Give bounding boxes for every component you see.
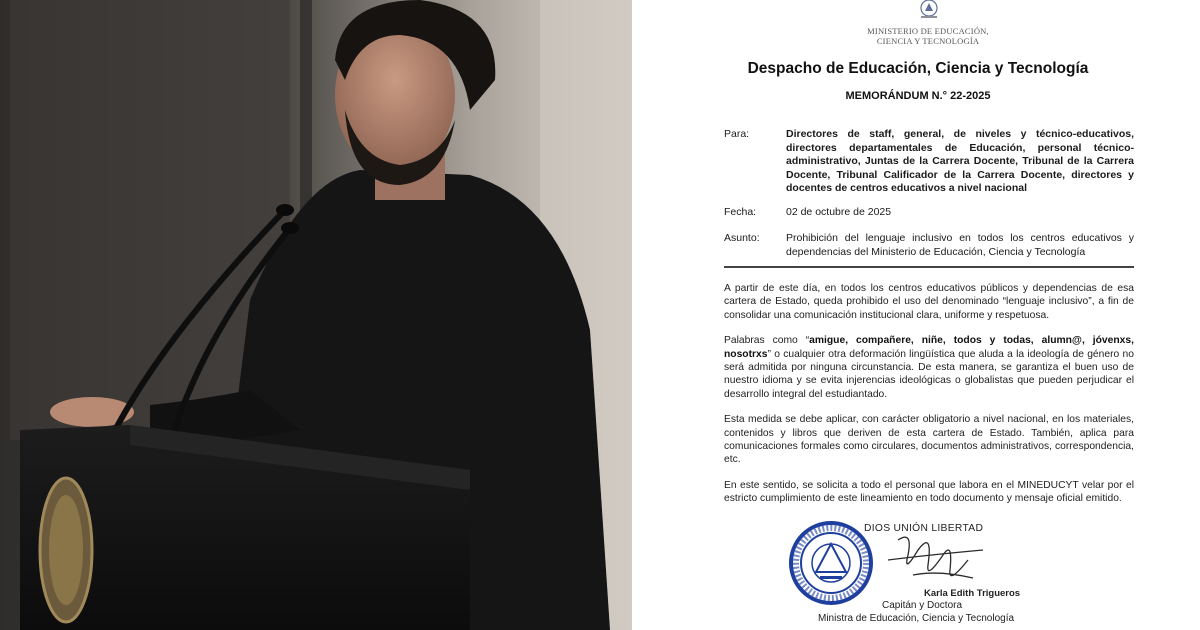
memo-number: MEMORÁNDUM N.° 22-2025	[845, 90, 991, 102]
paragraph-2	[724, 334, 1134, 401]
paragraph-2-post: ” o cualquier otra deformación lingüística que aluda a la ideología de género no será admitida por ninguna circunstancia. De esta manera, se garantiza el buen uso de nuestro idioma y se evita injerencias ideológicas o globalistas que pueden perjudicar el desarrollo integral del estudiantado.	[724, 348, 1134, 400]
ministry-line-1: MINISTERIO DE EDUCACIÓN,	[867, 26, 989, 36]
national-crest-icon	[913, 0, 945, 20]
date-field	[724, 206, 1134, 222]
paragraph-4: En este sentido, se solicita a todo el personal que labora en el MINEDUCYT velar por el estricto cumplimiento de este lineamiento en todo documento y mensaje oficial emitido.	[724, 479, 1134, 505]
memorandum-document	[638, 0, 1200, 630]
motto: DIOS UNIÓN LIBERTAD	[864, 523, 984, 534]
official-seal-icon	[788, 520, 874, 606]
signer-role: Ministra de Educación, Ciencia y Tecnología	[818, 613, 1015, 624]
paragraph-2-words: amigue, compañere, niñe, todos y todas, alumn@, jóvenxs, nosotrxs	[724, 335, 1134, 360]
memo-body	[724, 282, 1134, 518]
office-title: Despacho de Educación, Ciencia y Tecnología	[747, 60, 1089, 77]
paragraph-3: Esta medida se debe aplicar, con carácter obligatorio a nivel nacional, en los materiales, contenidos y libros que deriven de esta cartera de Estado. También, aplica para comunicaciones formales como circulares, documentos administrativos, correspondencia, etc.	[724, 414, 1134, 466]
signer-title: Capitán y Doctora	[882, 600, 963, 611]
subject-label: Asunto:	[724, 232, 760, 244]
paragraph-1: A partir de este día, en todos los centros educativos públicos y dependencias de esa cartera de Estado, queda prohibido el uso del denominado “lenguaje inclusivo”, a fin de consolidar una comunicación institucional clara, uniforme y respetuosa.	[724, 283, 1134, 321]
to-value: Directores de staff, general, de niveles y técnico-educativos, directores departamentales de Educación, personal técnico-administrativo, Juntas de la Carrera Docente, Tribunal de la Carrera Docente, Tribunal Calificador de la Carrera Docente, directores y docentes de centros educativos a nivel nacional	[786, 128, 1134, 194]
ministry-line-2: CIENCIA Y TECNOLOGÍA	[876, 36, 980, 46]
ministry-name	[838, 26, 1018, 46]
signer-name: Karla Edith Trigueros	[924, 588, 1021, 599]
date-value: 02 de octubre de 2025	[786, 206, 892, 218]
to-field	[724, 128, 1134, 198]
subject-value: Prohibición del lenguaje inclusivo en todos los centros educativos y dependencias del Ministerio de Educación, Ciencia y Tecnología	[786, 232, 1134, 258]
paragraph-2-pre: Palabras como “	[724, 335, 810, 347]
handwritten-signature	[878, 530, 988, 590]
to-label: Para:	[724, 128, 750, 140]
subject-field	[724, 232, 1134, 262]
date-label: Fecha:	[724, 206, 757, 218]
separator-rule	[724, 266, 1134, 268]
